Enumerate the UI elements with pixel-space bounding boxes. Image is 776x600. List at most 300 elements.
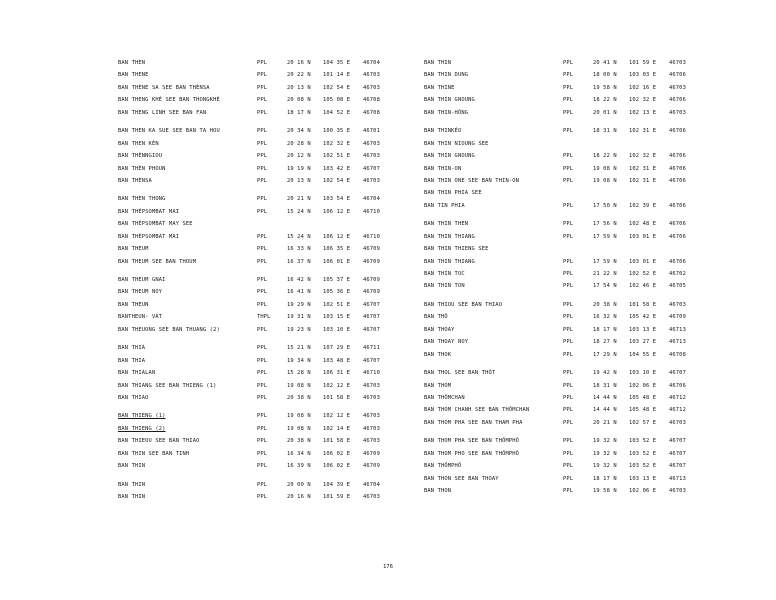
entry-reference: 46703	[669, 60, 686, 66]
gazetteer-entry	[424, 125, 724, 137]
entry-longitude: 103 52 E	[629, 450, 657, 457]
entry-class: PPL	[563, 370, 574, 377]
entry-class: PPL	[563, 128, 574, 135]
entry-reference: 46713	[669, 339, 686, 346]
entry-latitude: 18 00 N	[593, 72, 617, 79]
entry-name: BAN THÈNSA	[118, 177, 152, 184]
entry-name: BAN THOL SEE BAN THÔT	[424, 370, 496, 377]
entry-reference: 46704	[363, 60, 380, 66]
gazetteer-entry	[118, 150, 413, 162]
entry-class: PPL	[563, 258, 574, 265]
entry-class: PPL	[563, 314, 574, 321]
entry-name: BAN THIN	[118, 463, 146, 470]
gazetteer-entry	[118, 423, 413, 435]
entry-latitude: 17 59 N	[593, 233, 617, 240]
entry-latitude: 20 34 N	[287, 128, 311, 135]
entry-class: PPL	[563, 202, 574, 209]
entry-reference: 46711	[363, 345, 380, 352]
entry-latitude: 19 31 N	[287, 314, 311, 321]
entry-name: BAN THOAY	[424, 326, 455, 333]
entry-class: PPL	[563, 72, 574, 79]
entry-longitude: 102 51 E	[323, 301, 351, 308]
entry-reference: 46703	[669, 109, 686, 116]
gazetteer-entry	[424, 243, 724, 255]
gazetteer-entry	[118, 243, 413, 255]
entry-longitude: 102 12 E	[323, 413, 351, 420]
entry-longitude: 106 02 E	[323, 463, 351, 470]
gazetteer-entry	[118, 479, 413, 491]
entry-name: BAN THEUONG SEE BAN THUANG (2)	[118, 326, 220, 333]
gazetteer-entry	[424, 392, 724, 404]
entry-longitude: 100 35 E	[323, 128, 351, 135]
entry-reference: 46709	[363, 289, 380, 296]
gazetteer-entry	[424, 324, 724, 336]
entry-class: PPL	[563, 233, 574, 240]
entry-class: PPL	[563, 221, 574, 228]
entry-latitude: 20 16 N	[287, 60, 311, 66]
entry-name: BAN THENE	[118, 72, 149, 79]
entry-class: PPL	[257, 109, 268, 116]
entry-longitude: 102 54 E	[323, 177, 351, 184]
entry-name: BAN THIN PHIA SEE	[424, 190, 482, 197]
entry-longitude: 101 58 E	[323, 394, 351, 401]
entry-class: PPL	[563, 351, 574, 358]
gazetteer-entry	[424, 231, 724, 243]
entry-reference: 46713	[669, 475, 686, 482]
entry-latitude: 19 08 N	[287, 425, 311, 432]
entry-class: PPL	[257, 208, 268, 215]
entry-reference: 46707	[669, 438, 686, 445]
entry-class: PPL	[257, 153, 268, 160]
gazetteer-entry	[424, 256, 724, 268]
entry-latitude: 17 29 N	[593, 351, 617, 358]
entry-latitude: 19 08 N	[287, 413, 311, 420]
gazetteer-entry	[424, 299, 724, 311]
entry-class: PPL	[257, 450, 268, 457]
entry-name: BAN THIEOU SEE BAN THIAO	[118, 438, 200, 445]
gazetteer-entry	[424, 187, 724, 199]
entry-longitude: 101 14 E	[323, 72, 351, 79]
entry-class: PPL	[257, 301, 268, 308]
entry-class: PPL	[563, 488, 574, 494]
entry-reference: 46703	[669, 419, 686, 426]
entry-name: BAN THÉPSOMBAT MAI	[118, 208, 180, 215]
entry-reference: 46706	[669, 233, 686, 240]
entry-name: BAN THIN GNOUNG	[424, 97, 475, 104]
entry-longitude: 102 12 E	[323, 382, 351, 389]
entry-reference: 46706	[669, 72, 686, 79]
entry-name: BAN THÈNE SA SEE BAN THÈNSA	[118, 84, 210, 91]
entry-name: BAN THIN	[424, 60, 452, 66]
entry-latitude: 18 17 N	[593, 475, 617, 482]
entry-class: PPL	[563, 97, 574, 104]
gazetteer-entry	[118, 82, 413, 94]
entry-longitude: 102 31 E	[629, 165, 657, 172]
entry-class: PPL	[563, 438, 574, 445]
entry-class: PPL	[257, 370, 268, 377]
gazetteer-entry	[424, 380, 724, 392]
entry-class: PPL	[563, 394, 574, 401]
gazetteer-entry	[118, 410, 413, 422]
gazetteer-entry	[424, 404, 724, 416]
entry-name: BAN THIN DUNG	[424, 72, 469, 79]
entry-reference: 46707	[669, 450, 686, 457]
gazetteer-entry	[424, 336, 724, 348]
entry-class: PPL	[257, 165, 268, 172]
gazetteer-entry	[118, 380, 413, 392]
entry-name: BAN THÔMCHAN	[424, 394, 465, 401]
entry-longitude: 103 52 E	[629, 438, 657, 445]
entry-reference: 46710	[363, 233, 380, 240]
entry-reference: 46706	[669, 128, 686, 135]
entry-longitude: 106 12 E	[323, 208, 351, 215]
entry-longitude: 102 06 E	[629, 382, 657, 389]
entry-longitude: 103 13 E	[629, 475, 657, 482]
gazetteer-entry	[424, 473, 724, 485]
entry-name: BAN THIN GNOUNG	[424, 153, 475, 160]
entry-longitude: 103 52 E	[629, 463, 657, 470]
entry-class: PPL	[563, 271, 574, 277]
entry-latitude: 20 38 N	[593, 301, 617, 308]
entry-name: BAN THIN THEN	[424, 221, 469, 228]
gazetteer-entry	[424, 280, 724, 292]
entry-reference: 46707	[363, 165, 380, 172]
entry-latitude: 15 24 N	[287, 233, 311, 240]
entry-longitude: 105 08 E	[323, 97, 351, 104]
entry-class: PPL	[563, 326, 574, 333]
entry-name: BAN THIA	[118, 345, 146, 352]
gazetteer-entry	[424, 150, 724, 162]
entry-reference: 46706	[669, 153, 686, 160]
gazetteer-entry	[424, 94, 724, 106]
entry-name: BAN THIN-HÔNG	[424, 109, 469, 116]
entry-class: PPL	[257, 357, 268, 364]
page-number: 176	[382, 564, 394, 570]
entry-name: BAN THIENG (2)	[118, 425, 166, 432]
entry-latitude: 19 08 N	[593, 165, 617, 172]
gazetteer-entry	[118, 491, 413, 503]
entry-class: PPL	[257, 84, 268, 91]
entry-class: PPL	[257, 326, 268, 333]
entry-reference: 46703	[669, 84, 686, 91]
entry-reference: 46710	[363, 370, 380, 377]
entry-name: BAN THIANG SEE BAN THIENG (1)	[118, 382, 217, 389]
entry-name: BAN THINE	[424, 84, 455, 91]
entry-name: BAN THIOU SEE BAN THIAO	[424, 301, 503, 308]
entry-name: BAN THEUN	[118, 301, 149, 308]
entry-name: BAN THEN THONG	[118, 196, 166, 203]
entry-name: BAN THEUM	[118, 246, 149, 253]
entry-reference: 46706	[669, 165, 686, 172]
gazetteer-entry	[118, 324, 413, 336]
entry-name: BAN THIN THIANG	[424, 258, 475, 265]
entry-latitude: 18 27 N	[593, 339, 617, 346]
entry-latitude: 17 54 N	[593, 283, 617, 290]
gazetteer-entry	[118, 448, 413, 460]
gazetteer-entry	[118, 57, 413, 69]
entry-latitude: 16 37 N	[287, 258, 311, 265]
entry-class: PPL	[563, 60, 574, 66]
entry-class: PPL	[563, 177, 574, 184]
entry-name: BAN THIN SEE BAN TINH	[118, 450, 190, 457]
entry-longitude: 102 51 E	[323, 153, 351, 160]
entry-name: BAN THOM PHO SEE BAN THÔMPHÔ	[424, 450, 520, 457]
entry-class: PPL	[563, 339, 574, 346]
gazetteer-entry	[118, 163, 413, 175]
entry-longitude: 103 01 E	[629, 233, 657, 240]
gazetteer-entry	[424, 268, 724, 280]
entry-class: PPL	[257, 177, 268, 184]
entry-latitude: 19 58 N	[593, 488, 617, 494]
gazetteer-entry	[118, 231, 413, 243]
entry-latitude: 16 42 N	[287, 277, 311, 283]
entry-class: PPL	[257, 72, 268, 79]
entry-name: BAN THIN	[118, 494, 146, 500]
entry-longitude: 101 58 E	[629, 301, 657, 308]
entry-name: BAN THIALAN	[118, 370, 156, 377]
entry-reference: 46709	[363, 450, 380, 457]
gazetteer-entry	[118, 355, 413, 367]
entry-name: BAN THINKÉO	[424, 128, 462, 135]
entry-latitude: 14 44 N	[593, 407, 617, 414]
entry-class: THPL	[257, 314, 271, 321]
entry-name: BAN THON	[424, 488, 452, 494]
entry-reference: 46703	[363, 84, 380, 91]
entry-class: PPL	[257, 413, 268, 420]
entry-latitude: 19 29 N	[287, 301, 311, 308]
entry-name: BAN THIN-ON	[424, 165, 462, 172]
entry-name: BAN THÉPSOMBAT MAI	[118, 233, 180, 240]
entry-longitude: 102 54 E	[323, 84, 351, 91]
entry-longitude: 102 32 E	[629, 153, 657, 160]
entry-class: PPL	[257, 246, 268, 253]
entry-latitude: 15 21 N	[287, 345, 311, 352]
entry-longitude: 106 31 E	[323, 370, 351, 377]
entry-class: PPL	[257, 140, 268, 147]
entry-name: BAN THON SEE BAN THOAY	[424, 475, 499, 482]
entry-latitude: 20 16 N	[287, 494, 311, 500]
entry-longitude: 102 13 E	[629, 109, 657, 116]
entry-name: BAN THIN THIENG SEE	[424, 246, 489, 253]
entry-reference: 46709	[363, 246, 380, 253]
entry-class: PPL	[563, 301, 574, 308]
entry-reference: 46708	[363, 97, 380, 104]
entry-name: BAN THEUM NOY	[118, 289, 163, 296]
entry-class: PPL	[257, 438, 268, 445]
entry-reference: 46713	[669, 326, 686, 333]
entry-longitude: 107 29 E	[323, 345, 351, 352]
entry-longitude: 101 59 E	[323, 494, 351, 500]
entry-class: PPL	[257, 494, 268, 500]
entry-reference: 46703	[669, 301, 686, 308]
entry-latitude: 18 22 N	[593, 153, 617, 160]
entry-class: PPL	[257, 233, 268, 240]
entry-latitude: 19 42 N	[593, 370, 617, 377]
entry-name: BAN THOK	[424, 351, 452, 358]
entry-latitude: 19 32 N	[593, 463, 617, 470]
entry-class: PPL	[563, 165, 574, 172]
entry-reference: 46709	[669, 314, 686, 321]
entry-latitude: 20 22 N	[287, 72, 311, 79]
entry-class: PPL	[563, 475, 574, 482]
entry-reference: 46709	[363, 463, 380, 470]
entry-latitude: 19 23 N	[287, 326, 311, 333]
entry-latitude: 20 13 N	[287, 84, 311, 91]
gazetteer-entry	[424, 485, 724, 497]
entry-longitude: 103 01 E	[629, 258, 657, 265]
entry-reference: 46703	[363, 153, 380, 160]
entry-class: PPL	[257, 425, 268, 432]
entry-class: PPL	[563, 283, 574, 290]
gazetteer-entry	[118, 107, 413, 119]
entry-name: BAN THOAY NOY	[424, 339, 469, 346]
gazetteer-entry	[118, 69, 413, 81]
entry-latitude: 17 56 N	[593, 221, 617, 228]
gazetteer-column-left	[118, 57, 413, 503]
gazetteer-entry	[118, 435, 413, 447]
entry-name: BAN THENG LINH SEE BAN FAN	[118, 109, 207, 116]
entry-class: PPL	[563, 153, 574, 160]
entry-latitude: 19 58 N	[593, 84, 617, 91]
entry-reference: 46703	[363, 140, 380, 147]
entry-name: BAN THEN KA SUE SEE BAN TA HOU	[118, 128, 220, 135]
entry-name: BAN THOM CHANH SEE BAN THÔMCHAN	[424, 407, 530, 414]
entry-longitude: 105 36 E	[323, 289, 351, 296]
entry-latitude: 20 00 N	[287, 481, 311, 488]
entry-reference: 46703	[363, 382, 380, 389]
entry-latitude: 18 17 N	[287, 109, 311, 116]
entry-reference: 46703	[363, 177, 380, 184]
entry-reference: 46701	[363, 128, 380, 135]
entry-name: BAN THENG KHÉ SEE BAN THONGKHÈ	[118, 97, 220, 104]
entry-latitude: 20 08 N	[287, 97, 311, 104]
entry-longitude: 102 57 E	[629, 419, 657, 426]
entry-reference: 46707	[363, 314, 380, 321]
entry-longitude: 103 42 E	[323, 165, 351, 172]
entry-reference: 46703	[363, 425, 380, 432]
entry-longitude: 103 13 E	[629, 326, 657, 333]
entry-reference: 46706	[669, 382, 686, 389]
entry-longitude: 102 06 E	[629, 488, 657, 494]
gazetteer-entry	[424, 448, 724, 460]
entry-longitude: 101 59 E	[629, 60, 657, 66]
entry-class: PPL	[563, 419, 574, 426]
entry-latitude: 20 12 N	[287, 153, 311, 160]
entry-latitude: 17 50 N	[593, 202, 617, 209]
entry-class: PPL	[563, 84, 574, 91]
entry-class: PPL	[257, 394, 268, 401]
entry-reference: 46706	[669, 258, 686, 265]
gazetteer-entry	[424, 82, 724, 94]
entry-latitude: 20 38 N	[287, 394, 311, 401]
entry-longitude: 105 37 E	[323, 277, 351, 283]
entry-reference: 46703	[363, 438, 380, 445]
entry-latitude: 19 32 N	[593, 450, 617, 457]
entry-longitude: 104 35 E	[323, 60, 351, 66]
entry-name: BAN THOM PHA SEE BAN THÔMPHÔ	[424, 438, 520, 445]
entry-longitude: 103 48 E	[323, 357, 351, 364]
entry-class: PPL	[563, 463, 574, 470]
entry-longitude: 102 31 E	[629, 177, 657, 184]
entry-longitude: 101 58 E	[323, 438, 351, 445]
entry-latitude: 18 17 N	[593, 326, 617, 333]
entry-latitude: 18 22 N	[593, 97, 617, 104]
entry-longitude: 105 48 E	[629, 407, 657, 414]
gazetteer-entry	[118, 218, 413, 230]
gazetteer-entry	[118, 299, 413, 311]
gazetteer-entry	[424, 460, 724, 472]
entry-longitude: 102 16 E	[629, 84, 657, 91]
entry-name: BAN THIN THIANG	[424, 233, 475, 240]
entry-longitude: 106 01 E	[323, 258, 351, 265]
entry-longitude: 102 52 E	[629, 271, 657, 277]
entry-longitude: 103 10 E	[323, 326, 351, 333]
entry-latitude: 20 21 N	[287, 196, 311, 203]
entry-latitude: 20 13 N	[287, 177, 311, 184]
entry-name: BAN THIN ONE SEE BAN THIN-ON	[424, 177, 520, 184]
gazetteer-entry	[424, 417, 724, 429]
entry-reference: 46712	[669, 407, 686, 414]
entry-name: BAN THÉPSOMBAT MAY SEE	[118, 221, 193, 228]
entry-reference: 46703	[363, 394, 380, 401]
entry-latitude: 21 22 N	[593, 271, 617, 277]
gazetteer-entry	[118, 206, 413, 218]
entry-reference: 46706	[669, 177, 686, 184]
entry-longitude: 106 35 E	[323, 246, 351, 253]
gazetteer-entry	[424, 57, 724, 69]
entry-class: PPL	[257, 481, 268, 488]
gazetteer-entry	[424, 349, 724, 361]
entry-class: PPL	[257, 196, 268, 203]
gazetteer-column-right	[424, 57, 724, 497]
entry-longitude: 103 10 E	[629, 370, 657, 377]
entry-latitude: 15 28 N	[287, 370, 311, 377]
gazetteer-entry	[118, 193, 413, 205]
entry-reference: 46704	[363, 481, 380, 488]
entry-longitude: 103 03 E	[629, 72, 657, 79]
entry-reference: 46707	[669, 370, 686, 377]
entry-name: BAN THEN KÉN	[118, 140, 159, 147]
entry-class: PPL	[563, 382, 574, 389]
entry-latitude: 20 38 N	[287, 438, 311, 445]
gazetteer-entry	[118, 138, 413, 150]
entry-latitude: 19 19 N	[287, 165, 311, 172]
entry-longitude: 102 31 E	[629, 128, 657, 135]
entry-class: PPL	[257, 277, 268, 283]
entry-reference: 46707	[669, 463, 686, 470]
entry-name: BAN THIENG (1)	[118, 413, 166, 420]
entry-longitude: 105 48 E	[629, 394, 657, 401]
entry-longitude: 102 32 E	[629, 97, 657, 104]
entry-reference: 46703	[363, 72, 380, 79]
entry-longitude: 104 55 E	[629, 351, 657, 358]
entry-reference: 46712	[669, 394, 686, 401]
entry-reference: 46703	[363, 494, 380, 500]
entry-class: PPL	[257, 128, 268, 135]
entry-reference: 46708	[363, 109, 380, 116]
entry-latitude: 19 08 N	[593, 177, 617, 184]
entry-latitude: 19 32 N	[593, 438, 617, 445]
entry-latitude: 16 32 N	[593, 314, 617, 321]
entry-name: BAN THIA	[118, 357, 146, 364]
gazetteer-entry	[118, 392, 413, 404]
entry-latitude: 18 31 N	[593, 128, 617, 135]
entry-reference: 46709	[363, 277, 380, 283]
gazetteer-entry	[424, 69, 724, 81]
entry-reference: 46705	[669, 283, 686, 290]
entry-reference: 46706	[669, 221, 686, 228]
entry-reference: 46709	[363, 258, 380, 265]
